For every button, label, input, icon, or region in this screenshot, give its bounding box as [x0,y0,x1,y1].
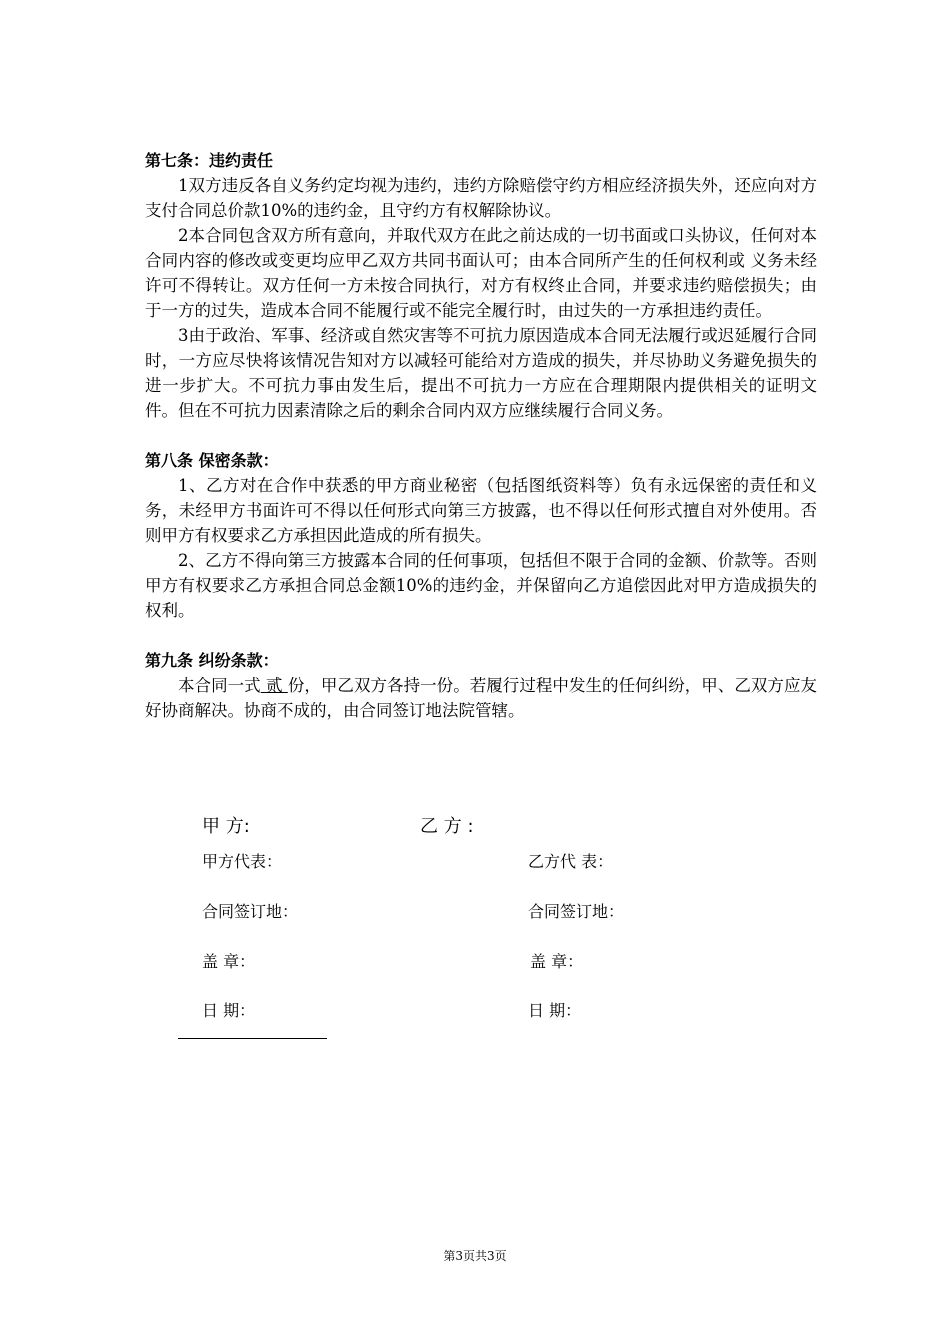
spacer [145,623,817,648]
party-b-date: 日 期： [528,1001,582,1020]
article9-heading: 第九条 纠纷条款： [145,651,279,670]
page-number: 第3页共3页 [443,1249,507,1263]
party-b-seal: 盖 章： [530,952,584,971]
party-a-date: 日 期： [202,1001,256,1020]
footnote-divider [178,1038,327,1039]
party-b-signing-place: 合同签订地： [528,902,625,921]
article7-clause-1: 1双方违反各自义务约定均视为违约，违约方除赔偿守约方相应经济损失外，还应向对方支付合同总价款10%的违约金，且守约方有权解除协议。 [145,176,817,220]
party-a-seal: 盖 章： [202,952,256,971]
article8-clause-1: 1、乙方对在合作中获悉的甲方商业秘密（包括图纸资料等）负有永远保密的责任和义务，未经甲方书面许可不得以任何形式向第三方披露，也不得以任何形式擅自对外使用。否则甲方有权要求乙方承担因此造成的所有损失。 [145,476,817,545]
article7-clause-2: 2本合同包含双方所有意向，并取代双方在此之前达成的一切书面或口头协议，任何对本合同内容的修改或变更均应甲乙双方共同书面认可；由本合同所产生的任何权利或 义务未经许可不得转让。双方任何一方未按合同执行，对方有权终止合同，并要求违约赔偿损失；由于一方的过失，造成本合同不能履行或不能完全履行时，由过失的一方承担违约责任。 [145,226,817,320]
article7-clause-3: 3由于政治、军事、经济或自然灾害等不可抗力原因造成本合同无法履行或迟延履行合同时，一方应尽快将该情况告知对方以减轻可能给对方造成的损失，并尽协助义务避免损失的进一步扩大。不可抗力事由发生后，提出不可抗力一方应在合理期限内提供相关的证明文件。但在不可抗力因素清除之后的剩余合同内双方应继续履行合同义务。 [145,326,817,420]
article8-heading: 第八条 保密条款： [145,451,279,470]
contract-body [145,148,817,723]
article9-prefix: 本合同一式 [178,676,261,695]
party-a-label: 甲 方: [202,816,250,837]
article7-heading: 第七条：违约责任 [145,151,274,170]
article9-suffix: 份，甲乙双方各持一份。若履行过程中发生的任何纠纷，甲、乙双方应友好协商解决。协商不成的，由合同签订地法院管辖。 [145,676,818,720]
article9-clause [145,673,817,723]
party-b-label: 乙 方 : [420,816,474,837]
article8-clause-2: 2、乙方不得向第三方披露本合同的任何事项，包括但不限于合同的金额、价款等。否则甲方有权要求乙方承担合同总金额10%的违约金，并保留向乙方追偿因此对甲方造成损失的权利。 [145,551,817,620]
party-a-signing-place: 合同签订地： [202,902,299,921]
copies-count: 贰 [260,676,288,695]
spacer [145,423,817,448]
party-b-representative: 乙方代 表： [528,852,614,871]
party-a-representative: 甲方代表： [202,852,283,871]
